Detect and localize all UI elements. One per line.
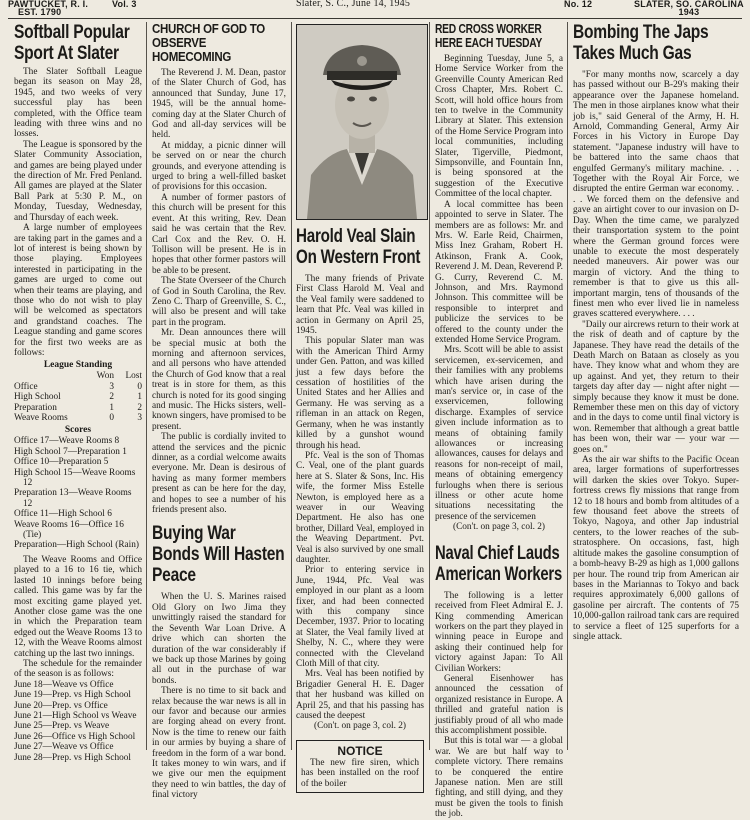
schedule-line: June 21—High School vs Weave bbox=[14, 710, 137, 721]
standing-team: Weave Rooms bbox=[14, 413, 68, 423]
masthead-right bbox=[634, 0, 744, 16]
schedule-line: June 18—Weave vs Office bbox=[14, 679, 114, 690]
standing-header-lost: Lost bbox=[125, 371, 142, 382]
redcross-paragraph: A local committee has been appointed to serve in Slater. The members are as follows: Mr. and Mrs. W. Earle Reid, Chairmen, Miss Inez Graham, Robert H. Atkinson, Frank A. Cook, Reverend J. M. Dean, Reverend P. G. Curry, Reverend C. M. Johnson, and Mrs. Raymond Johnson. This committee will be responsible to interpret and publicize the services to be offered to the county under the extended Home Service Program. bbox=[435, 199, 563, 345]
column-church-bonds bbox=[152, 22, 286, 801]
naval-paragraph: But this is total war — a global war. We are but half way to complete victory. There remains to be conquered the entire Japanese nation. Men are still fighting, and still dying, and they must be given the tools to finish the job. bbox=[435, 736, 563, 820]
church-paragraph: Mr. Dean announces there will be special music at both the morning and afternoon services, and all persons who have attended the Church of God know that a real treat is in store for them, as this church is noted for its good singing and music. The Hicks sisters, well-known singers, have promised to be present. bbox=[152, 328, 286, 432]
notice-box bbox=[296, 740, 424, 793]
standing-row bbox=[14, 413, 142, 423]
softball-paragraph: The Slater Softball League began its season on May 28, 1945, and two weeks of very successful play has been completed, with the Office team leading with three wins and no losses. bbox=[14, 67, 142, 140]
column-rule bbox=[429, 22, 430, 750]
standing-header-won: Won bbox=[96, 371, 114, 382]
standing-row bbox=[14, 392, 142, 402]
bombing-paragraph: As the air war shifts to the Pacific Ocean area, larger formations of superfortresses will darken the skies over Tokyo. Super-fortress crews fly missions that range from 12 to 18 hours and bomb from altitudes of a few thousand feet above the streets of Tokyo, Nagoya, and other Jap industrial centers, to the lower reaches of the sub-stratosphere. On occasions, fast, high altitude makes the gasoline consumption of a bomb-heavy B-29 as high as 1,000 gallons per hour. The round trip from American air bases in the Mariannas to Tokyo and back requires approximately 6,000 gallons of gasoline per aircraft. The contents of 75 10,000-gallon railroad tank cars are required to service a fleet of 125 superforts for a single attack. bbox=[573, 455, 739, 642]
standing-team: Preparation bbox=[14, 402, 57, 413]
schedule-line: June 27—Weave vs Office bbox=[14, 742, 114, 753]
veal-paragraph: This popular Slater man was with the American Third Army under Gen. Patton, and was killed just a few days before the cessation of hostilities of the United States and her Allies and Germany. He was serving as a rifleman in an attack on Regen, Germany, when he was instantly killed by a gunshot wound through his head. bbox=[296, 336, 424, 451]
notice-title: NOTICE bbox=[337, 743, 383, 758]
standing-lost: 2 bbox=[137, 402, 142, 413]
church-paragraph: The public is cordially invited to attend the services and the picnic dinner, as a cordial welcome awaits everyone. Mr. Dean is desirous of having as many former members present as can be here for the day, and hopes to see a number of his friends present also. bbox=[152, 432, 286, 516]
standing-team: Office bbox=[14, 381, 38, 392]
church-paragraph: At midday, a picnic dinner will be served on or near the church grounds, and everyone attending is urged to bring a well-filled basket of provisions for this occasion. bbox=[152, 140, 286, 193]
standing-won: 3 bbox=[109, 381, 114, 392]
standing-lost: 3 bbox=[137, 413, 142, 423]
soldier-portrait-illustration bbox=[297, 25, 427, 219]
column-veal bbox=[296, 22, 424, 789]
naval-paragraph: The following is a letter received from Fleet Admiral E. J. King commending American workers on the part they played in winning peace in Europe and asking their continued help for victory against Japan: To All Civilian Workers: bbox=[435, 590, 563, 674]
bonds-headline: Buying War Bonds Will Hasten Peace bbox=[152, 523, 285, 587]
standing-row bbox=[14, 403, 142, 413]
schedule-line: June 19—Prep. vs High School bbox=[14, 690, 131, 701]
schedule-line: June 28—Prep. vs High School bbox=[14, 752, 131, 763]
church-headline: CHURCH OF GOD TO OBSERVE HOMECOMING bbox=[152, 22, 265, 64]
masthead-left bbox=[8, 0, 88, 16]
softball-paragraph: A large number of employees are taking part in the games and a lot of interest is being shown by those playing. Employees interested in participating in the games are urged to come out when their teams are playing, and those who do not wish to play will be welcomed as spectators and grandstand coaches. The League standing and game scores for the first two weeks are as follows: bbox=[14, 223, 142, 358]
column-bombing bbox=[573, 22, 739, 750]
standing-title: League Standing bbox=[43, 360, 113, 371]
standing-row bbox=[14, 382, 142, 392]
masthead bbox=[0, 0, 750, 20]
church-paragraph: A number of former pastors of this church will be present for this event. At this writing, Rev. Dean said he was certain that the Rev. Carl Cox and the Rev. O. H. Tollison will be present. He is in hopes that other former pastors will be able to be present. bbox=[152, 192, 286, 276]
masthead-left-est: EST. 1790 bbox=[18, 7, 62, 17]
column-rule bbox=[146, 22, 147, 750]
veal-paragraph: Pfc. Veal is the son of Thomas C. Veal, one of the plant guards here at S. Slater & Sons, Inc. His wife, the former Miss Estelle Newton, is employed here as a weaver in our Weaving Department. He also has one brother, Dillard Veal, employed in the Weaving Department. Pvt. Veal is also survived by one small daughter. bbox=[296, 450, 424, 565]
bombing-paragraph: "Daily our aircrews return to their work at the risk of death and of capture by the Japanese. They have read the details of the Death March on Bataan as closely as you have. They know what and whom they are up against. And yet, they return to their targets day after day — night after night — simply because they know it must be done. Remember these men on this day of victory and in the days to come until final victory is won. Remember that although a great battle has been won, their war — your war — goes on." bbox=[573, 319, 739, 455]
bombing-headline: Bombing The Japs Takes Much Gas bbox=[573, 22, 709, 64]
column-redcross-naval bbox=[435, 22, 563, 820]
score-line: Office 17—Weave Rooms 8 bbox=[14, 436, 120, 447]
masthead-volume: Vol. 3 bbox=[112, 0, 137, 9]
redcross-paragraph: Mrs. Scott will be able to assist servicemen, ex-servicemen, and their families with any problems which have arisen during the man's service or, in case of the exservicemen, following discharge. Examples of service given include information as to means of obtaining family allowances or increasing allowances, causes for delays and reasons for non-receipt of mail, means of obtaining emergency furloughs when there is serious illness or other acute home situations necessitating the presence of the servicemen bbox=[435, 345, 563, 522]
softball-paragraph: The schedule for the remainder of the season is as follows: bbox=[14, 658, 142, 680]
masthead-rule bbox=[8, 18, 742, 19]
masthead-number: No. 12 bbox=[564, 0, 593, 9]
standing-header-row bbox=[14, 371, 142, 381]
softball-paragraph: The Weave Rooms and Office played to a 16 to 16 tie, which lasted 10 innings before being called. This game was by far the most exciting game played yet. Another close game was the one in which the Preparation team edged out the Weave Rooms 13 to 12, with the Weave Rooms almost catching up the last two innings. bbox=[14, 554, 142, 659]
column-softball bbox=[14, 22, 142, 763]
standing-won: 2 bbox=[109, 392, 114, 403]
score-line: Preparation—High School (Rain) bbox=[14, 540, 139, 551]
softball-paragraph: The League is sponsored by the Slater Community Association, and games are being played under the direction of Mr. Fred Penland. All games are played at the Slater Ball Park at 5:30 P. M., on Monday, Tuesday, Wednesday, and Thursday of each week. bbox=[14, 139, 142, 223]
veal-continued: (Con't. on page 3, col. 2) bbox=[313, 721, 407, 732]
schedule-line: June 25—Prep. vs Weave bbox=[14, 721, 110, 732]
schedule-line: June 26—Office vs High School bbox=[14, 731, 136, 742]
score-line: High School 15—Weave Rooms 12 bbox=[14, 467, 136, 489]
church-paragraph: The State Overseer of the Church of God in South Carolina, the Rev. Zeno C. Tharp of Greenville, S. C., will also be present and will take part in the program. bbox=[152, 276, 286, 328]
naval-paragraph: General Eisenhower has announced the cessation of organized resistance in Europe. A thrilled and grateful nation is justifiably proud of all who made this accomplishment possible. bbox=[435, 673, 563, 736]
redcross-headline: RED CROSS WORKER HERE EACH TUESDAY bbox=[435, 22, 543, 50]
masthead-right-place: SLATER, SO. CAROLINA bbox=[634, 0, 744, 9]
church-paragraph: The Reverend J. M. Dean, pastor of the Slater Church of God, has announced that Sunday, June 17, 1945, will be the annual home-coming day at the Slater Church of God and all-day services will be held. bbox=[152, 68, 286, 141]
veal-paragraph: Mrs. Veal has been notified by Brigadier General H. E. Dager that her husband was killed on April 25, and that his passing has caused the deepest bbox=[296, 669, 424, 722]
bonds-paragraph: There is no time to sit back and relax because the war news is all in our favor and because our armies are forging ahead on every front. Now is the time to renew our faith in our armies by buying a share of freedom in the form of a war bond. It takes money to win wars, and if we give our men the equipment they need to win battles, the day of final victory bbox=[152, 686, 286, 801]
scores-title: Scores bbox=[64, 425, 92, 436]
veal-headline: Harold Veal Slain On Western Front bbox=[296, 226, 421, 268]
veal-paragraph: The many friends of Private First Class Harold M. Veal and the Veal family were saddened to learn that Pfc. Veal was killed in action in Germany on April 25, 1945. bbox=[296, 274, 424, 337]
score-line: High School 7—Preparation 1 bbox=[14, 446, 127, 457]
score-line: Preparation 13—Weave Rooms 12 bbox=[14, 488, 132, 509]
standing-won: 0 bbox=[109, 413, 114, 423]
softball-headline: Softball Popular Sport At Slater bbox=[14, 22, 130, 64]
column-rule bbox=[291, 22, 292, 750]
redcross-continued: (Con't. on page 3, col. 2) bbox=[452, 522, 546, 533]
column-rule bbox=[567, 22, 568, 750]
standing-lost: 1 bbox=[137, 392, 142, 403]
bonds-paragraph: When the U. S. Marines raised Old Glory on Iwo Jima they unwittingly raised the standard for the Seventh War Loan Drive. A drive which can shorten the duration of the war considerably if we back up those Marines by going all out in the purchase of war bonds. bbox=[152, 592, 286, 686]
score-line: Weave Rooms 16—Office 16 (Tie) bbox=[14, 519, 124, 541]
masthead-dateline: Slater, S. C., June 14, 1945 bbox=[296, 0, 411, 9]
masthead-right-year: 1943 bbox=[678, 7, 700, 17]
schedule-line: June 20—Prep. vs Office bbox=[14, 700, 108, 711]
naval-headline: Naval Chief Lauds American Workers bbox=[435, 542, 562, 585]
score-line: Office 11—High School 6 bbox=[14, 509, 112, 520]
veal-paragraph: Prior to entering service in June, 1944, Pfc. Veal was employed in our plant as a loom fixer, and had been connected with this company since December, 1937. Prior to locating at Slater, the Veal family lived at Shelby, N. C., where they were connected with the Cleveland Cloth Mill of that city. bbox=[296, 565, 424, 670]
notice-text: The new fire siren, which has been installed on the roof of the boiler bbox=[301, 757, 419, 789]
score-line: Office 10—Preparation 5 bbox=[14, 457, 109, 468]
standing-lost: 0 bbox=[137, 381, 142, 392]
bombing-paragraph: "For many months now, scarcely a day has passed without our B-29's making their appearance over the Japanese homeland. The men in those airplanes know what their job is," said General of the Army, H. H. Arnold, Commanding General, Army Air Forces in his Victory in Europe Day statement. "Japanese industry will have to be battered into the same chaos that engulfed Germany's military machine. . . Together with the Royal Air Force, we disrupted the entire German war economy. . . . We forced them on the defensive and gave an airtight cover to our invasion on D-Day. When the time came, we paralyzed their transportation system to the point where the German ground forces were unable to execute the most desperately needed maneuvers. Air power was our margin of victory. And the thing to remember is that to give us this all-important margin, tens of thousands of the finest men who ever lived lie in nameless graves scattered everywhere. . . . bbox=[573, 70, 739, 320]
standing-team: High School bbox=[14, 392, 61, 403]
redcross-paragraph: Beginning Tuesday, June 5, a Home Service Worker from the Greenville County American Red Cross Chapter, Mrs. Robert C. Scott, will hold office hours from ten to twelve in the Community Library at Slater. This extension of the Home Service Program into local communities, including Slater, Tigerville, Piedmont, Simpsonville, and Fountain Inn, is being sponsored at the suggestion of the Executive Committee of the local chapter. bbox=[435, 54, 563, 200]
soldier-portrait-photo bbox=[296, 24, 428, 220]
masthead-left-city: PAWTUCKET, R. I. bbox=[8, 0, 89, 9]
standing-won: 1 bbox=[109, 402, 114, 413]
